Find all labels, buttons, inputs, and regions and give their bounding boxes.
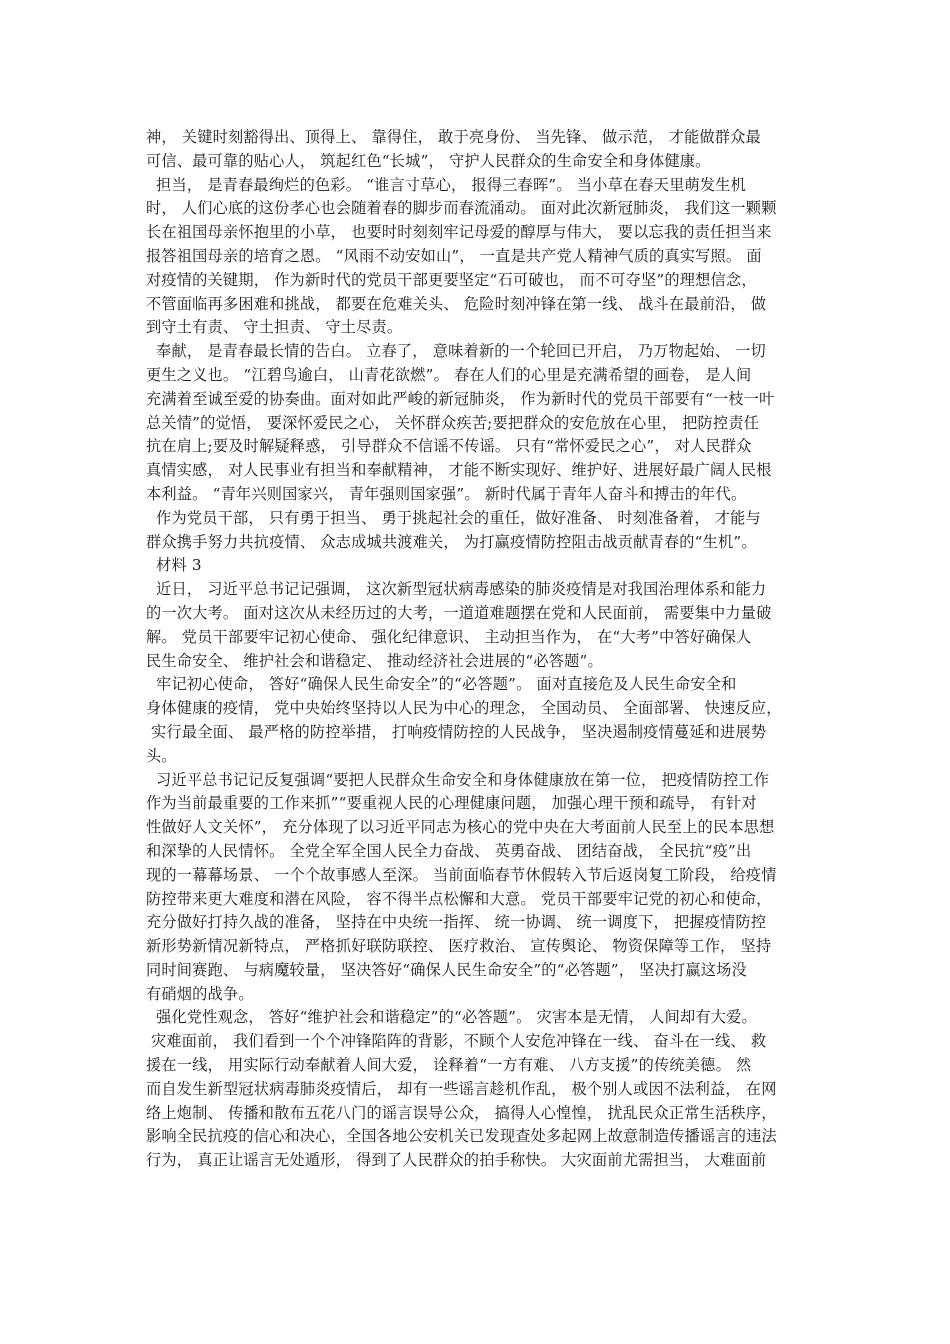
text-line: 群众携手努力共抗疫情、 众志成城共渡难关， 为打赢疫情防控阻击战贡献青春的“生机”。 — [146, 532, 757, 551]
text-line: 头。 — [146, 746, 177, 765]
text-line: 长在祖国母亲怀抱里的小草， 也要时时刻刻牢记母爱的醇厚与伟大， 要以忘我的责任担当来 — [146, 223, 772, 242]
text-line: 实行最全面、 最严格的防控举措， 打响疫情防控的人民战争， 坚决遏制疫情蔓延和进展势 — [146, 722, 767, 741]
text-line: 行为， 真正让谣言无处遁形， 得到了人民群众的拍手称快。 大灾面前尤需担当， 大难面前 — [146, 1151, 767, 1170]
text-line: 身体健康的疫情， 党中央始终坚持以人民为中心的理念， 全国动员、 全面部署、 快速反应， — [146, 699, 782, 718]
text-line: 不管面临再多困难和挑战， 都要在危难关头、 危险时刻冲锋在第一线、 战斗在最前沿， 做 — [146, 294, 767, 313]
text-line: 络上炮制、 传播和散布五花八门的谣言误导公众， 搞得人心惶惶， 扰乱民众正常生活秩序， — [146, 1103, 777, 1122]
text-line: 有硝烟的战争。 — [146, 984, 254, 1003]
text-line: 习近平总书记记反复强调“要把人民群众生命安全和身体健康放在第一位， 把疫情防控工作 — [146, 770, 770, 789]
text-line: 民生命安全、 维护社会和谐稳定、 推动经济社会进展的“必答题”。 — [146, 651, 603, 670]
text-line: 灾难面前， 我们看到一个个冲锋陷阵的背影，不顾个人安危冲锋在一线、 奋斗在一线、 救 — [146, 1032, 767, 1051]
text-line: 奉献， 是青春最长情的告白。 立春了， 意味着新的一个轮回已开启， 乃万物起始、 一切 — [146, 342, 766, 361]
text-line: 充满着至诚至爱的协奏曲。面对如此严峻的新冠肺炎， 作为新时代的党员干部要有“一枝一叶 — [146, 389, 775, 408]
text-line: 性做好人文关怀”， 充分体现了以习近平同志为核心的党中央在大考面前人民至上的民本思想 — [146, 818, 775, 837]
text-line: 时， 人们心底的这份孝心也会随着春的脚步而春流涌动。 面对此次新冠肺炎， 我们这一颗颗 — [146, 199, 777, 218]
text-line: 新形势新情况新特点， 严格抓好联防联控、 医疗救治、 宣传舆论、 物资保障等工作， 坚持 — [146, 937, 772, 956]
text-line: 近日， 习近平总书记记强调， 这次新型冠状病毒感染的肺炎疫情是对我国治理体系和能力 — [146, 580, 767, 599]
text-line: 真情实感， 对人民事业有担当和奉献精神， 才能不断实现好、维护好、进展好最广阔人民根 — [146, 461, 772, 480]
document-body — [146, 126, 818, 1173]
text-line: 影响全民抗疫的信心和决心，全国各地公安机关已发现查处多起网上故意制造传播谣言的违法 — [146, 1127, 777, 1146]
text-line: 总关情”的觉悟， 要深怀爱民之心， 关怀群众疾苦;要把群众的安危放在心里， 把防控责任 — [146, 413, 760, 432]
text-line: 到守土有责、 守土担责、 守土尽责。 — [146, 318, 403, 337]
text-line: 作为当前最重要的工作来抓”“要重视人民的心理健康问题， 加强心理干预和疏导， 有针对 — [146, 794, 757, 813]
text-line: 作为党员干部， 只有勇于担当、 勇于挑起社会的重任，做好准备、 时刻准备着， 才能与 — [146, 508, 761, 527]
text-line: 解。 党员干部要牢记初心使命、 强化纪律意识、 主动担当作为， 在“大考”中答好确保人 — [146, 627, 752, 646]
text-line: 神， 关键时刻豁得出、顶得上、 靠得住， 敢于亮身份、 当先锋、 做示范， 才能做群众最 — [146, 128, 761, 146]
text-line: 牢记初心使命， 答好“确保人民生命安全”的“必答题”。 面对直接危及人民生命安全和 — [146, 675, 737, 694]
text-line: 同时间赛跑、 与病魔较量， 坚决答好“确保人民生命安全”的“必答题”， 坚决打赢这场没 — [146, 960, 747, 979]
text-line: 现的一幕幕场景、 一个个故事感人至深。 当前面临春节休假转入节后返岗复工阶段， 给疫情 — [146, 865, 777, 884]
text-line: 可信、最可靠的贴心人， 筑起红色“长城”， 守护人民群众的生命安全和身体健康。 — [146, 151, 711, 170]
text-line: 报答祖国母亲的培育之恩。 “风雨不动安如山”， 一直是共产党人精神气质的真实写照。 面 — [146, 246, 762, 265]
text-line: 强化党性观念， 答好“维护社会和谐稳定”的“必答题”。 灾害本是无情， 人间却有大爱。 — [146, 1008, 757, 1027]
text-line: 防控带来更大难度和潜在风险， 容不得半点松懈和大意。 党员干部要牢记党的初心和使命， — [146, 889, 772, 908]
text-line: 而自发生新型冠状病毒肺炎疫情后， 却有一些谣言趁机作乱， 极个别人或因不法利益， 在网 — [146, 1079, 777, 1098]
text-line: 担当， 是青春最绚烂的色彩。 “谁言寸草心， 报得三春晖”。 当小草在春天里萌发生机 — [146, 175, 747, 194]
text-line: 的一次大考。 面对这次从未经历过的大考，一道道难题摆在党和人民面前， 需要集中力量破 — [146, 603, 772, 622]
text-line: 本利益。 “青年兴则国家兴， 青年强则国家强”。 新时代属于青年人奋斗和搏击的年代。 — [146, 484, 747, 503]
text-line: 抗在肩上;要及时解疑释惑， 引导群众不信谣不传谣。 只有“常怀爱民之心”， 对人民群众 — [146, 437, 752, 456]
text-line: 充分做好打持久战的准备， 坚持在中央统一指挥、 统一协调、 统一调度下， 把握疫情防控 — [146, 913, 767, 932]
text-line: 和深挚的人民情怀。 全党全军全国人民全力奋战、 英勇奋战、 团结奋战， 全民抗“疫”出 — [146, 841, 752, 860]
text-line: 材料 3 — [146, 556, 202, 575]
text-line: 援在一线， 用实际行动奉献着人间大爱， 诠释着“一方有难、 八方支援”的传统美德。 然 — [146, 1056, 752, 1075]
text-line: 更生之义也。 “江碧鸟逾白， 山青花欲燃”。 春在人们的心里是充满希望的画卷， 是人间 — [146, 365, 752, 384]
text-line: 对疫情的关键期， 作为新时代的党员干部更要坚定“石可破也， 而不可夺坚”的理想信念， — [146, 270, 757, 289]
